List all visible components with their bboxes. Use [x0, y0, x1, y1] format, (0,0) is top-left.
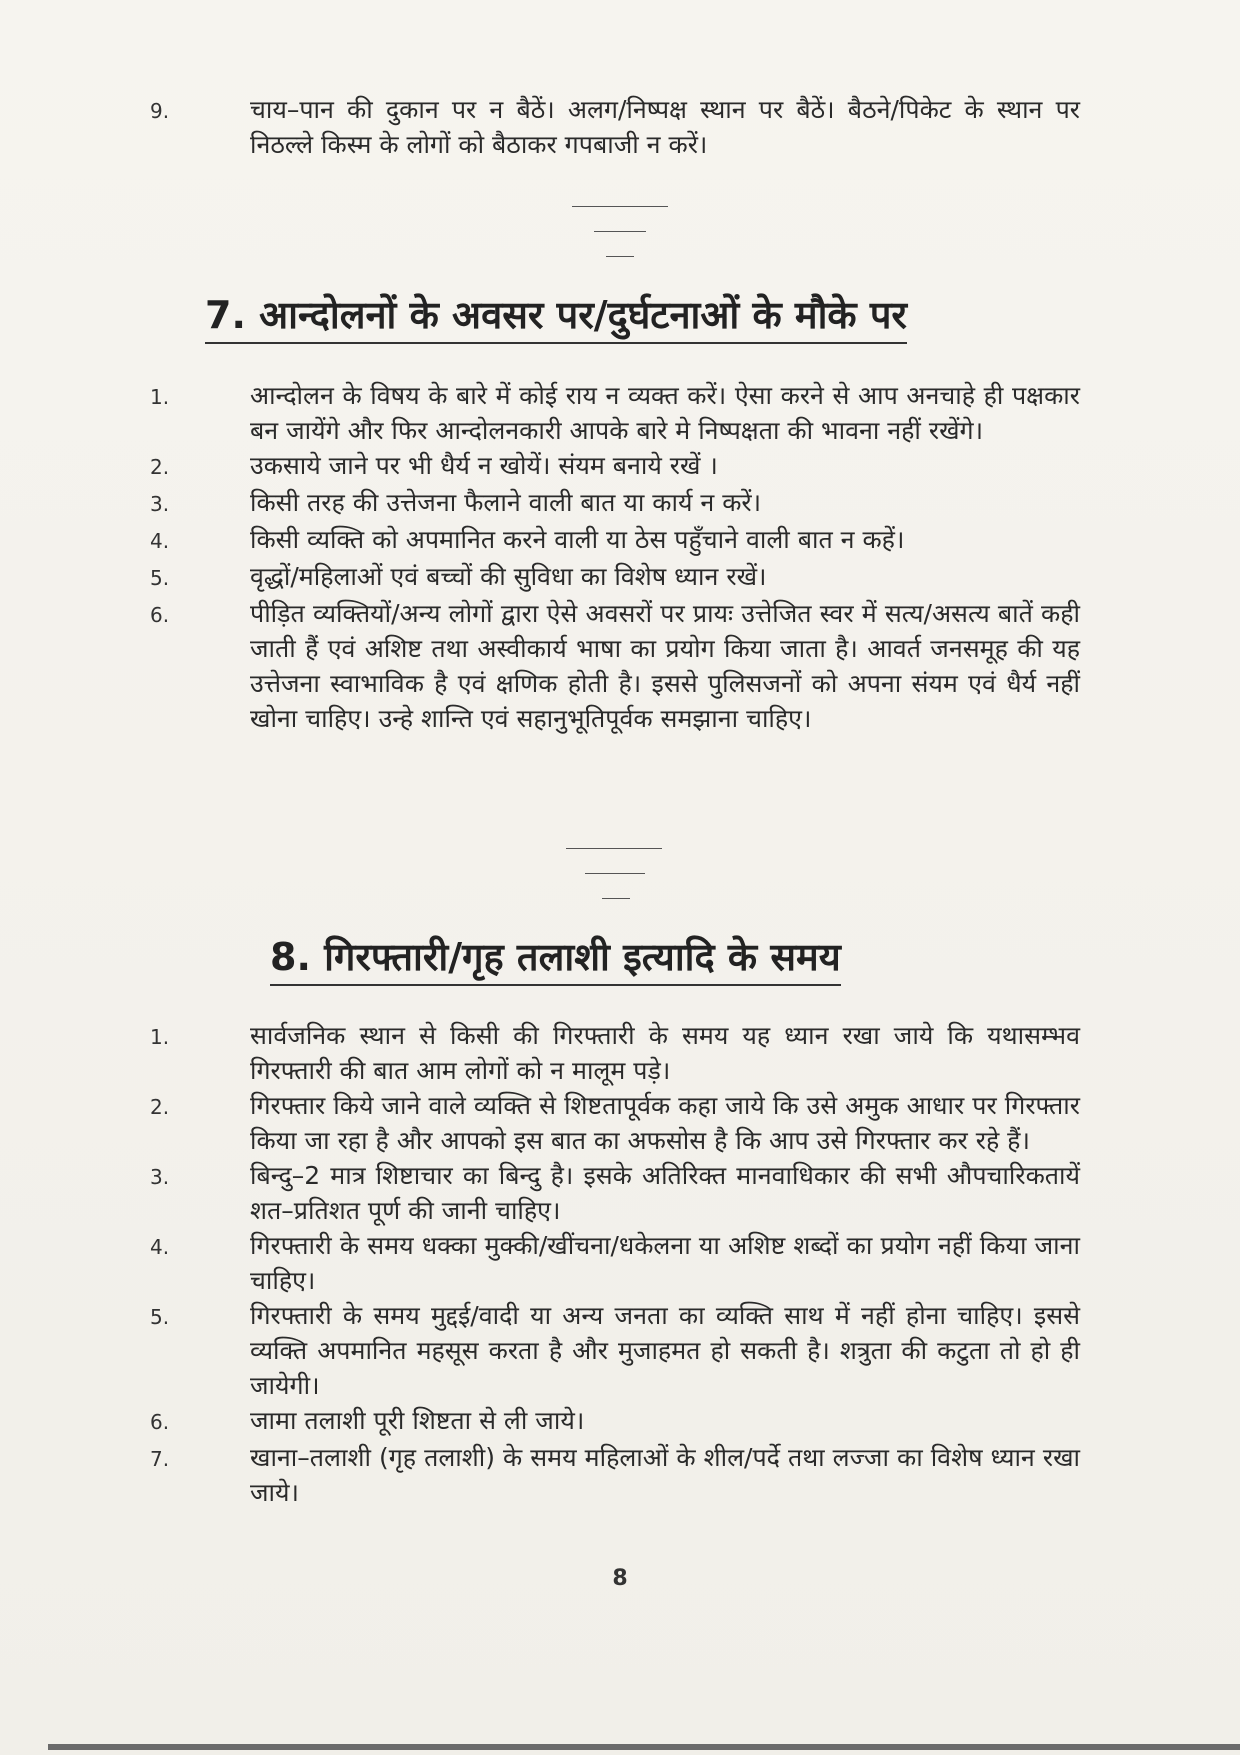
item-number: 3.: [150, 1165, 170, 1189]
item-text: गिरफ्तार किये जाने वाले व्यक्ति से शिष्टतापूर्वक कहा जाये कि उसे अमुक आधार पर गिरफ्तार किया जा रहा है और आपको इस बात का अफसोस है कि आप उसे गिरफ्तार कर रहे हैं।: [250, 1091, 1080, 1155]
item-number: 6.: [150, 603, 170, 627]
item-number: 7.: [150, 1447, 170, 1471]
list-item: [150, 1158, 1080, 1228]
item-number: 2.: [150, 455, 170, 479]
item-number: 1.: [150, 385, 170, 409]
item-number: 9.: [150, 99, 170, 123]
item-text: खाना–तलाशी (गृह तलाशी) के समय महिलाओं के शील/पर्दे तथा लज्जा का विशेष ध्यान रखा जाये।: [250, 1443, 1080, 1507]
item-text: वृद्धों/महिलाओं एवं बच्चों की सुविधा का विशेष ध्यान रखें।: [250, 562, 767, 591]
section-7-heading: 7. आन्दोलनों के अवसर पर/दुर्घटनाओं के मौके पर: [205, 290, 907, 344]
item-text: गिरफ्तारी के समय धक्का मुक्की/खींचना/धकेलना या अशिष्ट शब्दों का प्रयोग नहीं किया जाना चाहिए।: [250, 1231, 1080, 1295]
item-text: गिरफ्तारी के समय मुद्दई/वादी या अन्य जनता का व्यक्ति साथ में नहीं होना चाहिए। इससे व्यक्ति अपमानित महसूस करता है और मुजाहमत हो सकती है। शत्रुता की कटुता तो हो ही जायेगी।: [250, 1301, 1080, 1400]
separator-line: [566, 848, 662, 849]
list-item: [150, 1298, 1080, 1403]
section-8-heading: 8. गिरफ्तारी/गृह तलाशी इत्यादि के समय: [270, 932, 841, 986]
section-8-list: [150, 1018, 1080, 1510]
scan-edge-bar: [48, 1744, 1240, 1750]
item-number: 5.: [150, 566, 170, 590]
item-number: 5.: [150, 1305, 170, 1329]
list-item: [150, 448, 1080, 485]
list-item: [150, 378, 1080, 448]
page-number: 8: [612, 1566, 628, 1591]
list-item: [150, 1018, 1080, 1088]
separator-line: [606, 256, 634, 257]
item-number: 4.: [150, 1235, 170, 1259]
item-number: 3.: [150, 492, 170, 516]
item-text: उकसाये जाने पर भी धैर्य न खोयें। संयम बनाये रखें ।: [250, 451, 718, 480]
item-text: जामा तलाशी पूरी शिष्टता से ली जाये।: [250, 1406, 585, 1435]
list-item: [150, 92, 1080, 162]
list-item: [150, 1228, 1080, 1298]
item-number: 1.: [150, 1025, 170, 1049]
section-7-list: [150, 378, 1080, 736]
separator-line: [572, 206, 668, 207]
item-number: 2.: [150, 1095, 170, 1119]
item-text: बिन्दु–2 मात्र शिष्टाचार का बिन्दु है। इसके अतिरिक्त मानवाधिकार की सभी औपचारिकतायें शत–प्रतिशत पूर्ण की जानी चाहिए।: [250, 1161, 1080, 1225]
item-text: आन्दोलन के विषय के बारे में कोई राय न व्यक्त करें। ऐसा करने से आप अनचाहे ही पक्षकार बन जायेंगे और फिर आन्दोलनकारी आपके बारे मे निष्पक्षता की भावना नहीं रखेंगे।: [250, 381, 1080, 445]
separator-line: [585, 873, 645, 874]
item-text: किसी व्यक्ति को अपमानित करने वाली या ठेस पहुँचाने वाली बात न कहें।: [250, 525, 905, 554]
separator-line: [602, 898, 630, 899]
item-text: किसी तरह की उत्तेजना फैलाने वाली बात या कार्य न करें।: [250, 488, 762, 517]
list-item: [150, 1088, 1080, 1158]
item-text: पीड़ित व्यक्तियों/अन्य लोगों द्वारा ऐसे अवसरों पर प्रायः उत्तेजित स्वर में सत्य/असत्य बातें कही जाती हैं एवं अशिष्ट तथा अस्वीकार्य भाषा का प्रयोग किया जाता है। आवर्त जनसमूह की यह उत्तेजना स्वाभाविक है एवं क्षणिक होती है। इससे पुलिसजनों को अपना संयम एवं धैर्य नहीं खोना चाहिए। उन्हे शान्ति एवं सहानुभूतिपूर्वक समझाना चाहिए।: [250, 599, 1080, 733]
item-text: सार्वजनिक स्थान से किसी की गिरफ्तारी के समय यह ध्यान रखा जाये कि यथासम्भव गिरफ्तारी की बात आम लोगों को न मालूम पड़े।: [250, 1021, 1080, 1085]
list-item: [150, 522, 1080, 559]
list-item: [150, 1403, 1080, 1440]
list-item: [150, 1440, 1080, 1510]
top-list: [150, 92, 1080, 162]
item-text: चाय–पान की दुकान पर न बैठें। अलग/निष्पक्ष स्थान पर बैठें। बैठने/पिकेट के स्थान पर निठल्ले किस्म के लोगों को बैठाकर गपबाजी न करें।: [250, 95, 1080, 159]
item-number: 6.: [150, 1410, 170, 1434]
list-item: [150, 559, 1080, 596]
item-number: 4.: [150, 529, 170, 553]
list-item: [150, 596, 1080, 736]
list-item: [150, 485, 1080, 522]
separator-line: [594, 231, 646, 232]
